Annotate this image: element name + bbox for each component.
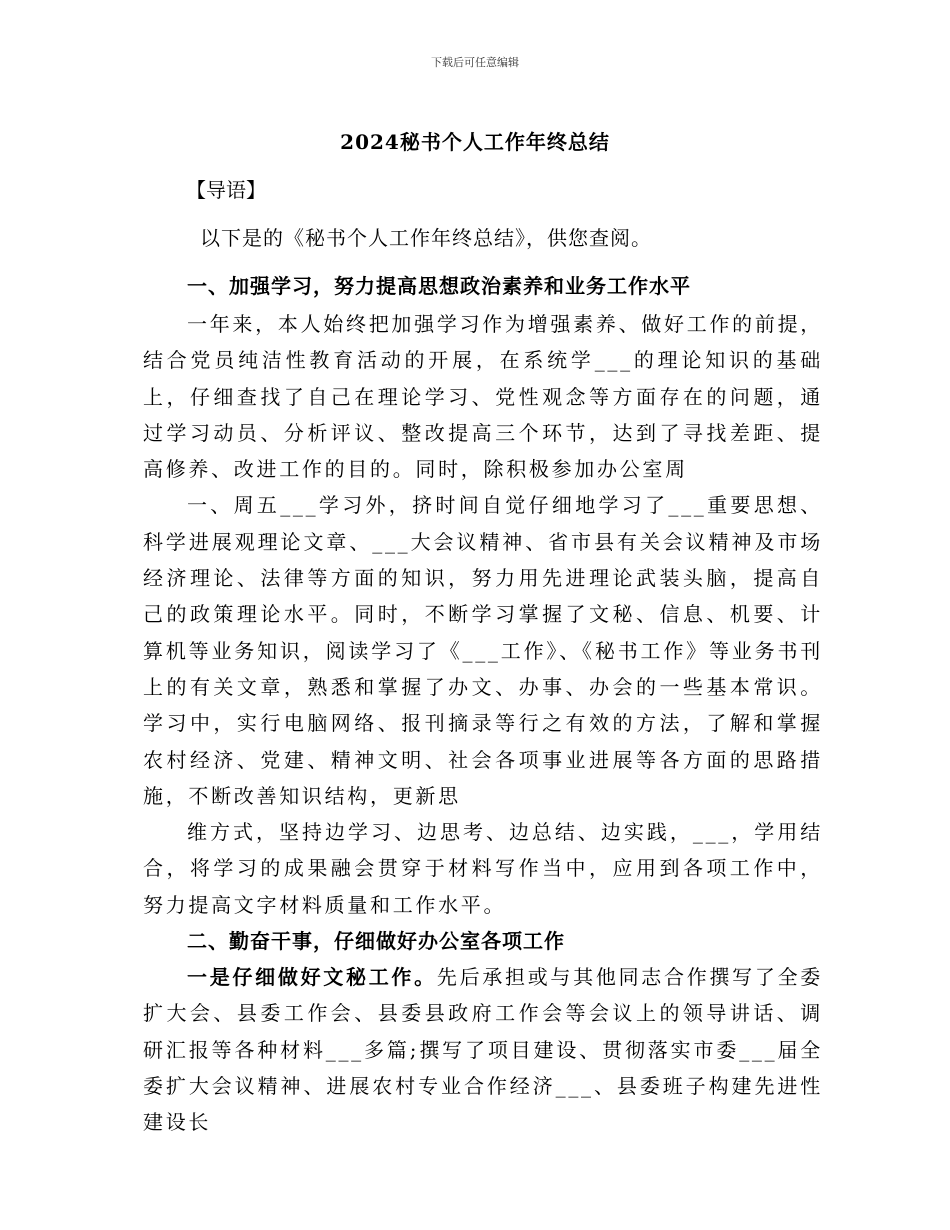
paragraph-1: 一年来，本人始终把加强学习作为增强素养、做好工作的前提，结合党员纯洁性教育活动的开展，在系统学___的理论知识的基础上，仔细查找了自己在理论学习、党性观念等方面存在的问题，通过学习动员、分析评议、整改提高三个环节，达到了寻找差距、提高修养、改进工作的目的。同时，除积极参加办公室周 bbox=[143, 312, 823, 482]
paragraph-3: 维方式，坚持边学习、边思考、边总结、边实践，___，学用结合，将学习的成果融会贯穿于材料写作当中，应用到各项工作中，努力提高文字材料质量和工作水平。 bbox=[143, 820, 823, 917]
paragraph-4-lead: 一是仔细做好文秘工作。 bbox=[187, 965, 437, 990]
header-note: 下载后可任意编辑 bbox=[431, 56, 519, 69]
paragraph-4-text: 先后承担或与其他同志合作撰写了全委扩大会、县委工作会、县委县政府工作会等会议上的领导讲话、调研汇报等各种材料___多篇;撰写了项目建设、贯彻落实市委___届全委扩大会议精神、进展农村专业合作经济___、县委班子构建先进性建设长 bbox=[143, 965, 823, 1135]
section-heading-2: 二、勤奋干事，仔细做好办公室各项工作 bbox=[187, 929, 565, 954]
document-body bbox=[143, 268, 823, 1141]
lead-label: 【导语】 bbox=[186, 178, 266, 202]
lead-text: 以下是的《秘书个人工作年终总结》，供您查阅。 bbox=[200, 226, 652, 250]
document-title: 2024秘书个人工作年终总结 bbox=[340, 130, 610, 154]
paragraph-4 bbox=[143, 959, 823, 1140]
paragraph-2: 一、周五___学习外，挤时间自觉仔细地学习了___重要思想、科学进展观理论文章、___大会议精神、省市县有关会议精神及市场经济理论、法律等方面的知识，努力用先进理论武装头脑，提高自己的政策理论水平。同时，不断学习掌握了文秘、信息、机要、计算机等业务知识，阅读学习了《___工作》、《秘书工作》等业务书刊上的有关文章，熟悉和掌握了办文、办事、办会的一些基本常识。学习中，实行电脑网络、报刊摘录等行之有效的方法，了解和掌握农村经济、党建、精神文明、社会各项事业进展等各方面的思路措施，不断改善知识结构，更新思 bbox=[143, 493, 823, 808]
section-heading-1: 一、加强学习，努力提高思想政治素养和业务工作水平 bbox=[187, 274, 691, 298]
